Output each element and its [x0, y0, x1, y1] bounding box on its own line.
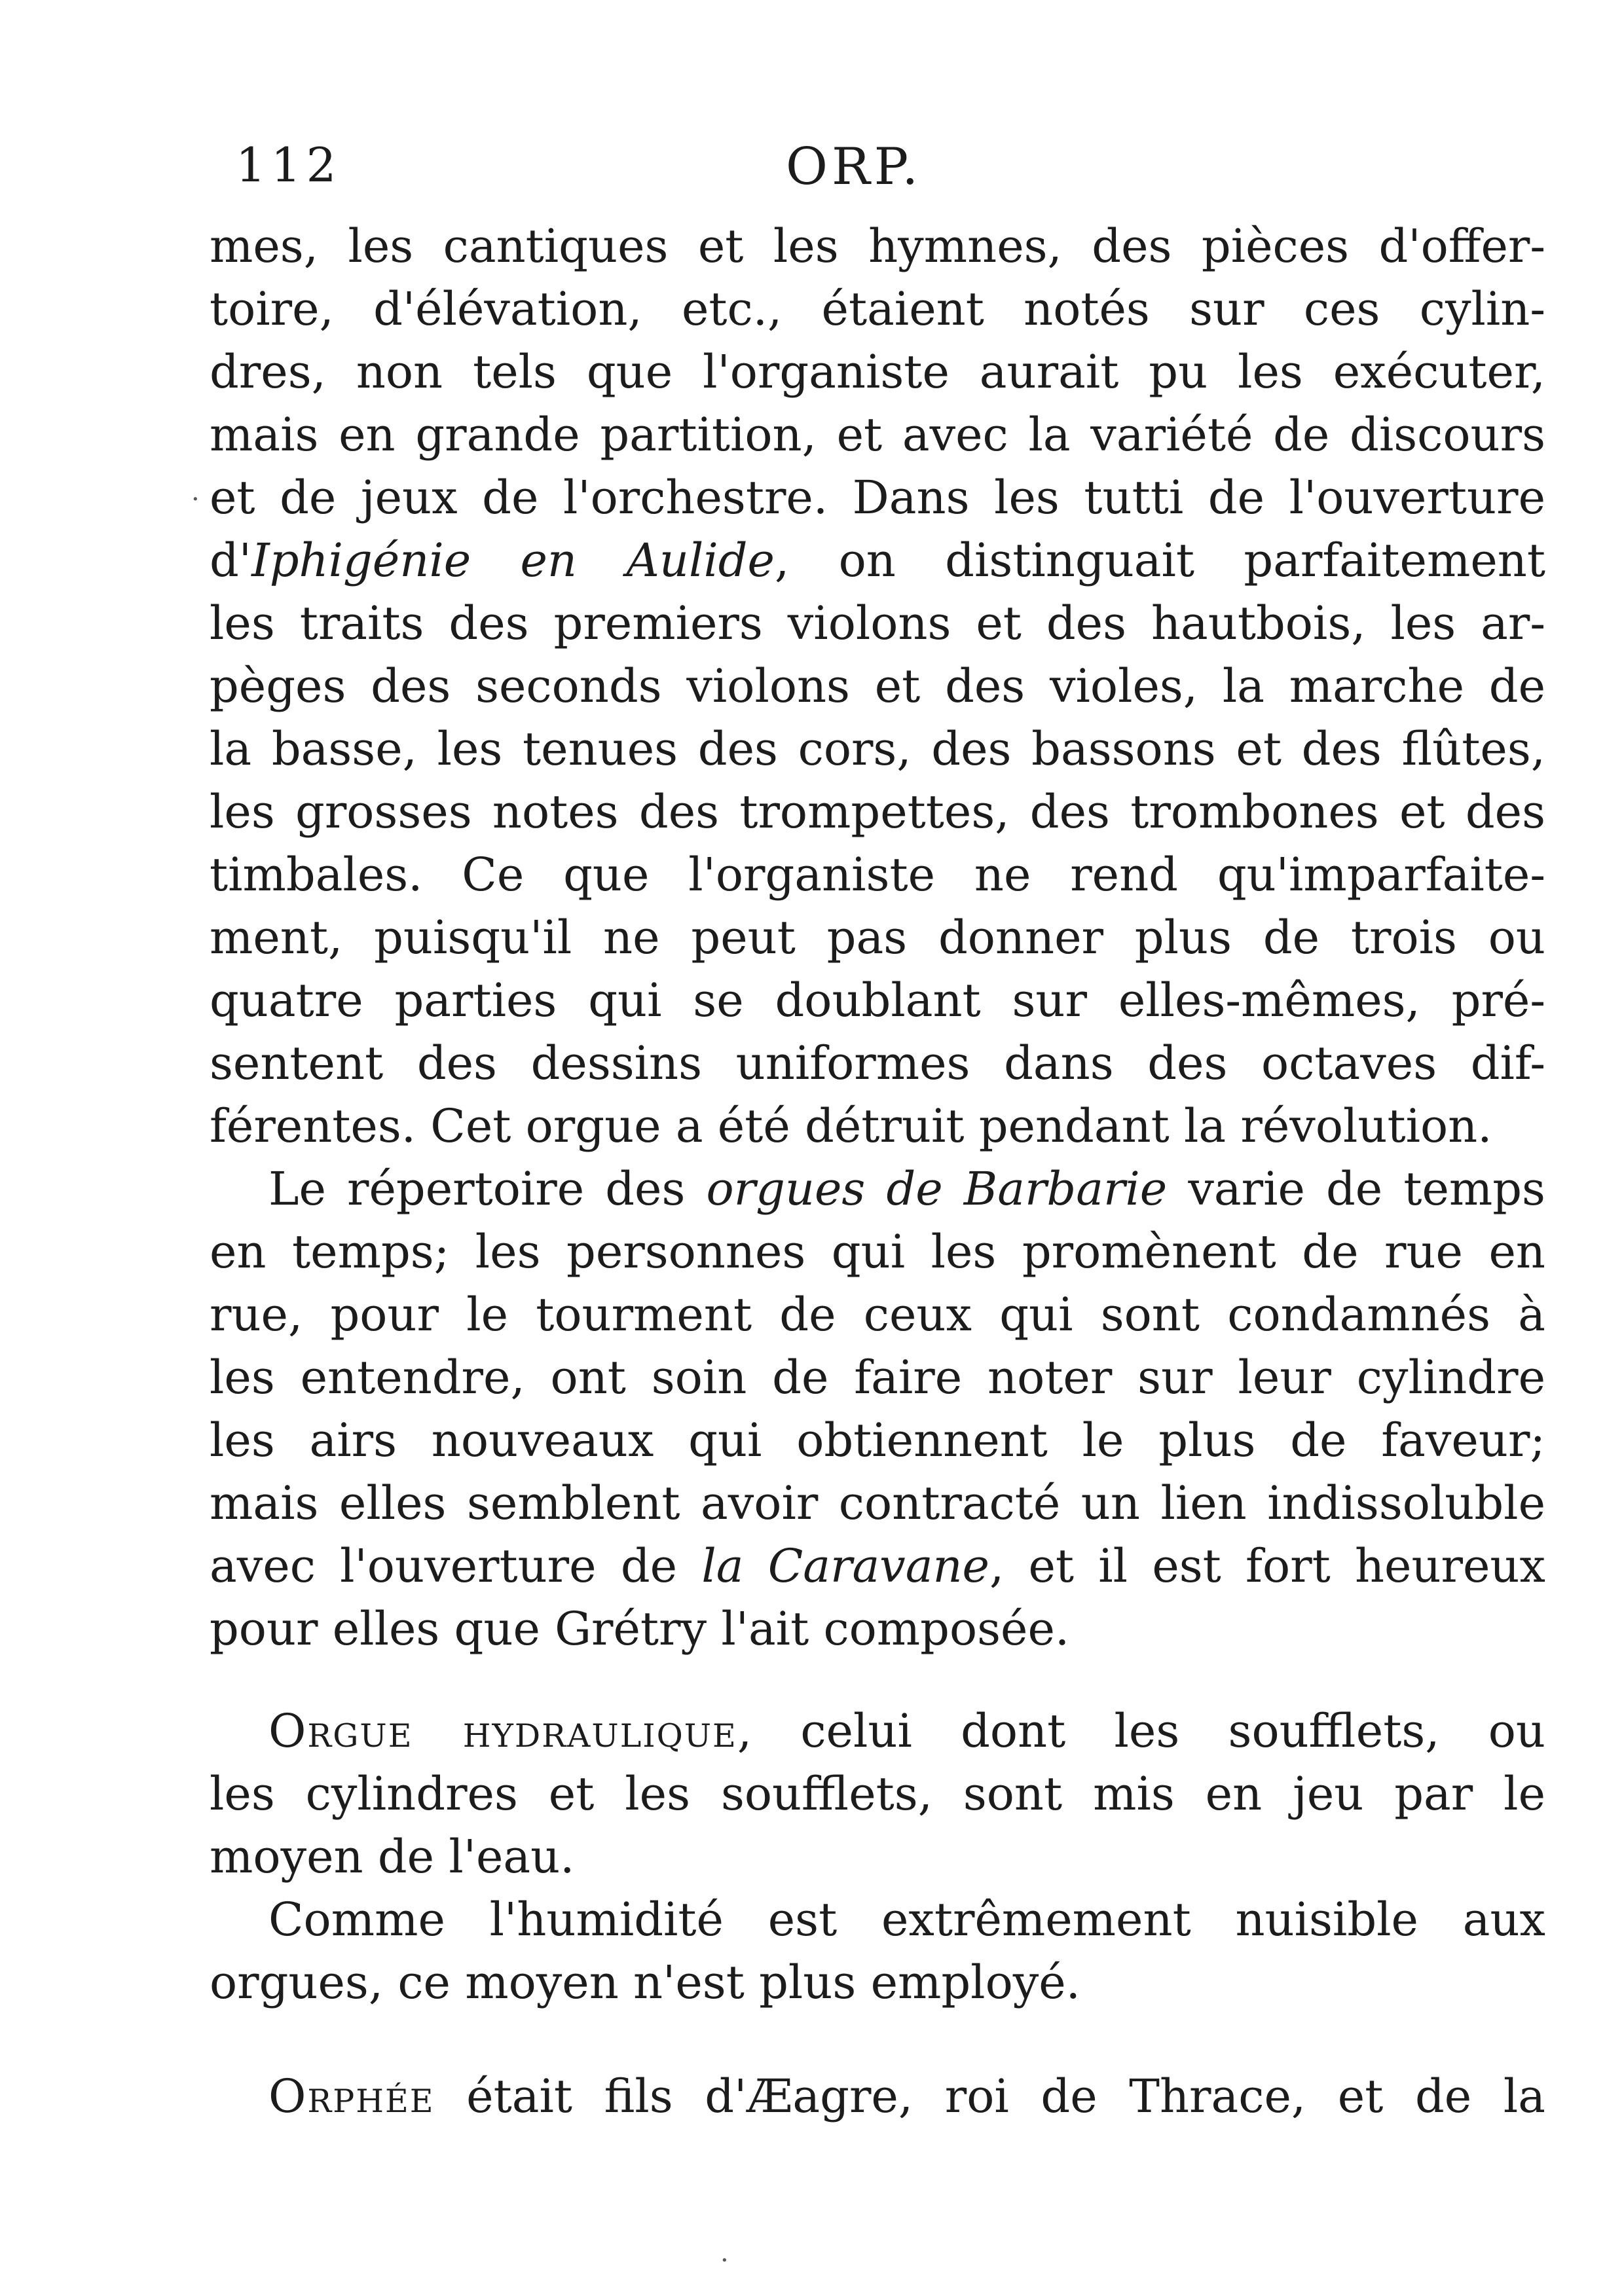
- entry-headword: Orgue hydraulique: [268, 1704, 737, 1758]
- text-line: les entendre, ont soin de faire noter sur leur cylindre: [210, 1351, 1545, 1404]
- text-line: férentes. Cet orgue a été détruit pendant la révolution.: [210, 1099, 1492, 1153]
- body-text: [210, 215, 1545, 2128]
- text-line: sentent des dessins uniformes dans des octaves dif-: [210, 1036, 1545, 1090]
- text-line: ment, puisqu'il ne peut pas donner plus de trois ou: [210, 911, 1545, 964]
- text-line: toire, d'élévation, etc., étaient notés sur ces cylin-: [210, 282, 1545, 336]
- ink-speck: ·: [720, 2246, 729, 2276]
- ink-speck: ·: [191, 484, 200, 515]
- italic-term: orgues de Barbarie: [706, 1162, 1168, 1216]
- text-line: d'Iphigénie en Aulide, on distinguait parfaitement: [210, 534, 1545, 587]
- page-header: [210, 137, 1545, 210]
- text-line: Orphée était fils d'Æagre, roi de Thrace, et de la: [268, 2069, 1545, 2123]
- text-line: rue, pour le tourment de ceux qui sont condamnés à: [210, 1288, 1545, 1341]
- text-line: mes, les cantiques et les hymnes, des pièces d'offer-: [210, 219, 1545, 273]
- text-line: mais elles semblent avoir contracté un lien indissoluble: [210, 1476, 1545, 1530]
- text-line: les traits des premiers violons et des hautbois, les ar-: [210, 596, 1545, 650]
- text-line: Le répertoire des orgues de Barbarie varie de temps: [268, 1162, 1545, 1216]
- text-line: pèges des seconds violons et des violes, la marche de: [210, 659, 1545, 713]
- text-line: avec l'ouverture de la Caravane, et il est fort heureux: [210, 1539, 1545, 1593]
- paragraph-gap: [210, 1660, 1545, 1700]
- work-title: Iphigénie en Aulide: [251, 534, 775, 587]
- text-line: mais en grande partition, et avec la variété de discours: [210, 408, 1545, 462]
- text-line: la basse, les tenues des cors, des bassons et des flûtes,: [210, 722, 1545, 776]
- text-line: en temps; les personnes qui les promènent de rue en: [210, 1225, 1545, 1279]
- text-line: les cylindres et les soufflets, sont mis en jeu par le: [210, 1767, 1545, 1821]
- text-line: moyen de l'eau.: [210, 1830, 575, 1884]
- text-line: les airs nouveaux qui obtiennent le plus de faveur;: [210, 1413, 1545, 1467]
- text-line: quatre parties qui se doublant sur elles-mêmes, pré-: [210, 974, 1545, 1027]
- text-line: orgues, ce moyen n'est plus employé.: [210, 1956, 1080, 2009]
- text-line: les grosses notes des trompettes, des trombones et des: [210, 785, 1545, 839]
- text-line: Comme l'humidité est extrêmement nuisible aux: [268, 1893, 1545, 1946]
- text-line: pour elles que Grétry l'ait composée.: [210, 1602, 1070, 1656]
- entry-headword: Orphée: [268, 2069, 435, 2123]
- text-line: timbales. Ce que l'organiste ne rend qu'imparfaite-: [210, 848, 1545, 902]
- page-number: 112: [236, 137, 342, 192]
- text-line: dres, non tels que l'organiste aurait pu les exécuter,: [210, 345, 1545, 399]
- text-line: et de jeux de l'orchestre. Dans les tutti de l'ouverture: [210, 471, 1545, 524]
- work-title: la Caravane: [701, 1539, 989, 1593]
- running-head: ORP.: [786, 137, 923, 196]
- paragraph-gap: [210, 2014, 1545, 2065]
- text-line: Orgue hydraulique, celui dont les soufflets, ou: [268, 1704, 1546, 1758]
